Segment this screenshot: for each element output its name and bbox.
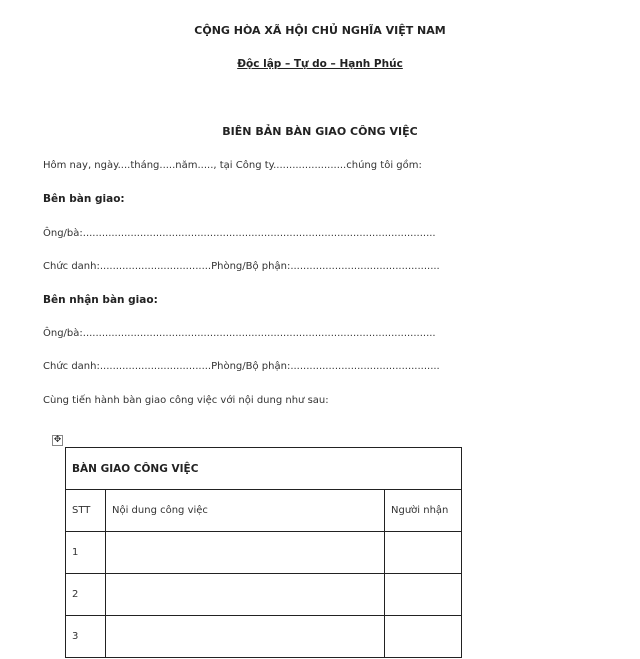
receiving-position-line: Chức danh:...................................Phòng/Bộ phận:............................................... bbox=[43, 361, 440, 372]
intro-line: Hôm nay, ngày....tháng.....năm....., tại Công ty.......................chúng tôi gồm: bbox=[43, 160, 422, 171]
row-content-cell[interactable] bbox=[106, 574, 385, 616]
column-header-receiver: Người nhận bbox=[385, 490, 462, 532]
document-title: BIÊN BẢN BÀN GIAO CÔNG VIỆC bbox=[222, 125, 418, 138]
row-receiver-cell[interactable] bbox=[385, 532, 462, 574]
handover-party-heading: Bên bàn giao: bbox=[43, 193, 125, 205]
table-row bbox=[66, 616, 462, 658]
closing-line: Cùng tiến hành bàn giao công việc với nội dung như sau: bbox=[43, 395, 329, 406]
handover-position-line: Chức danh:...................................Phòng/Bộ phận:............................................... bbox=[43, 261, 440, 272]
row-stt[interactable]: 3 bbox=[66, 616, 106, 658]
column-header-stt: STT bbox=[66, 490, 106, 532]
receiving-name-line: Ông/bà:............................................................................................................... bbox=[43, 328, 436, 339]
row-receiver-cell[interactable] bbox=[385, 616, 462, 658]
row-stt[interactable]: 2 bbox=[66, 574, 106, 616]
handover-table bbox=[65, 447, 462, 658]
table-row bbox=[66, 574, 462, 616]
table-row bbox=[66, 532, 462, 574]
motto: Độc lập – Tự do – Hạnh Phúc bbox=[237, 58, 403, 70]
row-content-cell[interactable] bbox=[106, 532, 385, 574]
table-caption-row bbox=[66, 448, 462, 490]
move-icon[interactable]: ✥ bbox=[53, 435, 62, 445]
row-stt[interactable]: 1 bbox=[66, 532, 106, 574]
national-title: CỘNG HÒA XÃ HỘI CHỦ NGHĨA VIỆT NAM bbox=[194, 24, 446, 37]
row-receiver-cell[interactable] bbox=[385, 574, 462, 616]
handover-name-line: Ông/bà:............................................................................................................... bbox=[43, 228, 436, 239]
receiving-party-heading: Bên nhận bàn giao: bbox=[43, 294, 158, 306]
table-header-row bbox=[66, 490, 462, 532]
row-content-cell[interactable] bbox=[106, 616, 385, 658]
table-caption: BÀN GIAO CÔNG VIỆC bbox=[66, 448, 462, 490]
column-header-content: Nội dung công việc bbox=[106, 490, 385, 532]
